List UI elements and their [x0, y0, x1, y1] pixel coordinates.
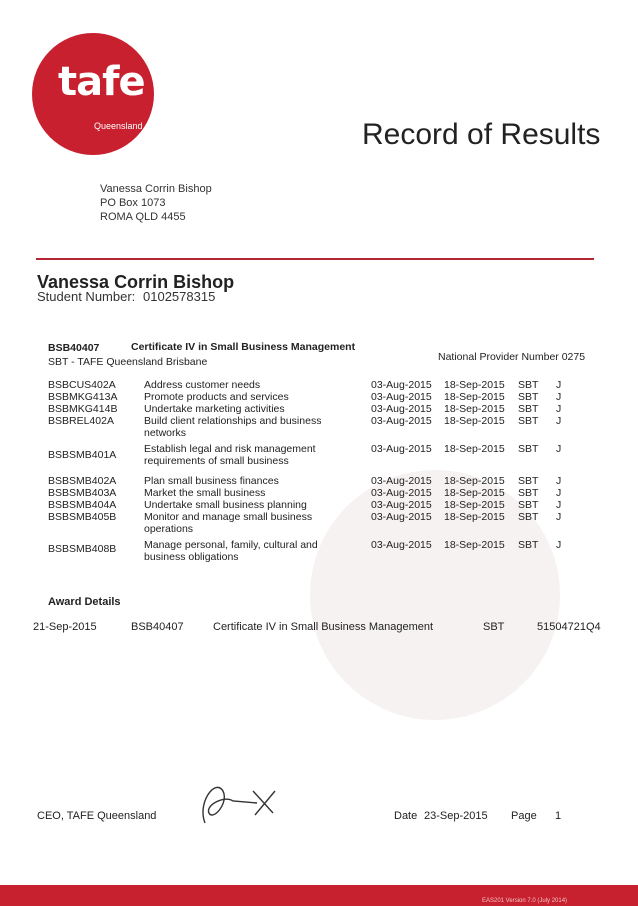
unit-result: J	[556, 499, 562, 511]
unit-code: BSBREL402A	[48, 415, 114, 427]
unit-mode: SBT	[518, 539, 539, 551]
unit-code: BSBMKG414B	[48, 403, 118, 415]
unit-title: Undertake marketing activities	[144, 403, 285, 415]
unit-result: J	[556, 539, 562, 551]
unit-end-date: 18-Sep-2015	[444, 403, 505, 415]
unit-end-date: 18-Sep-2015	[444, 539, 505, 551]
unit-end-date: 18-Sep-2015	[444, 487, 505, 499]
unit-code: BSBSMB403A	[48, 487, 117, 499]
unit-start-date: 03-Aug-2015	[371, 475, 432, 487]
unit-code: BSBSMB402A	[48, 475, 117, 487]
unit-end-date: 18-Sep-2015	[444, 475, 505, 487]
unit-mode: SBT	[518, 403, 539, 415]
student-number-label: Student Number:	[37, 289, 136, 304]
form-version-note: EAS201 Version 7.0 (July 2014)	[482, 898, 568, 904]
unit-start-date: 03-Aug-2015	[371, 487, 432, 499]
award-number: 51504721Q4	[537, 621, 601, 633]
ceo-signature	[195, 773, 285, 833]
document-title: Record of Results	[362, 118, 601, 151]
unit-title: Undertake small business planning	[144, 499, 307, 511]
unit-title: Address customer needs	[144, 379, 261, 391]
unit-title: Market the small business	[144, 487, 266, 499]
unit-result: J	[556, 443, 562, 455]
unit-mode: SBT	[518, 499, 539, 511]
unit-start-date: 03-Aug-2015	[371, 415, 432, 427]
date-label: Date	[394, 810, 418, 822]
unit-result: J	[556, 391, 562, 403]
provider-line: SBT - TAFE Queensland Brisbane	[48, 356, 208, 368]
issue-date: 23-Sep-2015	[424, 810, 488, 822]
logo-subtext: Queensland	[94, 121, 143, 131]
unit-end-date: 18-Sep-2015	[444, 511, 505, 523]
unit-start-date: 03-Aug-2015	[371, 391, 432, 403]
unit-title: Monitor and manage small business operations	[144, 511, 313, 535]
qualification-name: Certificate IV in Small Business Management	[131, 341, 356, 353]
page-label: Page	[511, 810, 537, 822]
award-date: 21-Sep-2015	[33, 621, 97, 633]
logo-word: tafe	[58, 59, 145, 105]
page-number: 1	[555, 810, 562, 822]
award-mode: SBT	[483, 621, 505, 633]
header-rule	[36, 258, 594, 260]
unit-result: J	[556, 403, 562, 415]
unit-code: BSBCUS402A	[48, 379, 116, 391]
unit-mode: SBT	[518, 443, 539, 455]
unit-mode: SBT	[518, 487, 539, 499]
unit-mode: SBT	[518, 475, 539, 487]
unit-mode: SBT	[518, 379, 539, 391]
address-line-name: Vanessa Corrin Bishop	[100, 183, 212, 195]
unit-end-date: 18-Sep-2015	[444, 415, 505, 427]
unit-code: BSBMKG413A	[48, 391, 118, 403]
student-number: 0102578315	[143, 289, 216, 304]
unit-start-date: 03-Aug-2015	[371, 403, 432, 415]
unit-mode: SBT	[518, 391, 539, 403]
unit-end-date: 18-Sep-2015	[444, 391, 505, 403]
address-line-town: ROMA QLD 4455	[100, 211, 186, 223]
unit-start-date: 03-Aug-2015	[371, 511, 432, 523]
unit-start-date: 03-Aug-2015	[371, 539, 432, 551]
unit-title: Promote products and services	[144, 391, 289, 403]
unit-title: Build client relationships and business networks	[144, 415, 322, 439]
unit-code: BSBSMB408B	[48, 543, 117, 555]
unit-result: J	[556, 487, 562, 499]
unit-code: BSBSMB404A	[48, 499, 117, 511]
unit-end-date: 18-Sep-2015	[444, 443, 505, 455]
unit-title: Establish legal and risk management requirements of small business	[144, 443, 316, 467]
unit-result: J	[556, 511, 562, 523]
student-name: Vanessa Corrin Bishop	[37, 272, 235, 292]
unit-mode: SBT	[518, 415, 539, 427]
national-provider-number: National Provider Number 0275	[438, 351, 586, 363]
unit-start-date: 03-Aug-2015	[371, 379, 432, 391]
unit-end-date: 18-Sep-2015	[444, 499, 505, 511]
address-line-box: PO Box 1073	[100, 197, 166, 209]
tafe-logo	[32, 33, 154, 155]
unit-code: BSBSMB405B	[48, 511, 117, 523]
unit-result: J	[556, 475, 562, 487]
award-code: BSB40407	[131, 621, 184, 633]
award-details-heading: Award Details	[48, 596, 121, 608]
unit-start-date: 03-Aug-2015	[371, 499, 432, 511]
unit-start-date: 03-Aug-2015	[371, 443, 432, 455]
signatory-label: CEO, TAFE Queensland	[37, 810, 157, 822]
unit-result: J	[556, 379, 562, 391]
award-name: Certificate IV in Small Business Management	[213, 621, 434, 633]
unit-title: Plan small business finances	[144, 475, 279, 487]
unit-title: Manage personal, family, cultural and business obligations	[144, 539, 318, 563]
unit-code: BSBSMB401A	[48, 449, 117, 461]
unit-result: J	[556, 415, 562, 427]
unit-mode: SBT	[518, 511, 539, 523]
unit-end-date: 18-Sep-2015	[444, 379, 505, 391]
qualification-code: BSB40407	[48, 342, 100, 354]
